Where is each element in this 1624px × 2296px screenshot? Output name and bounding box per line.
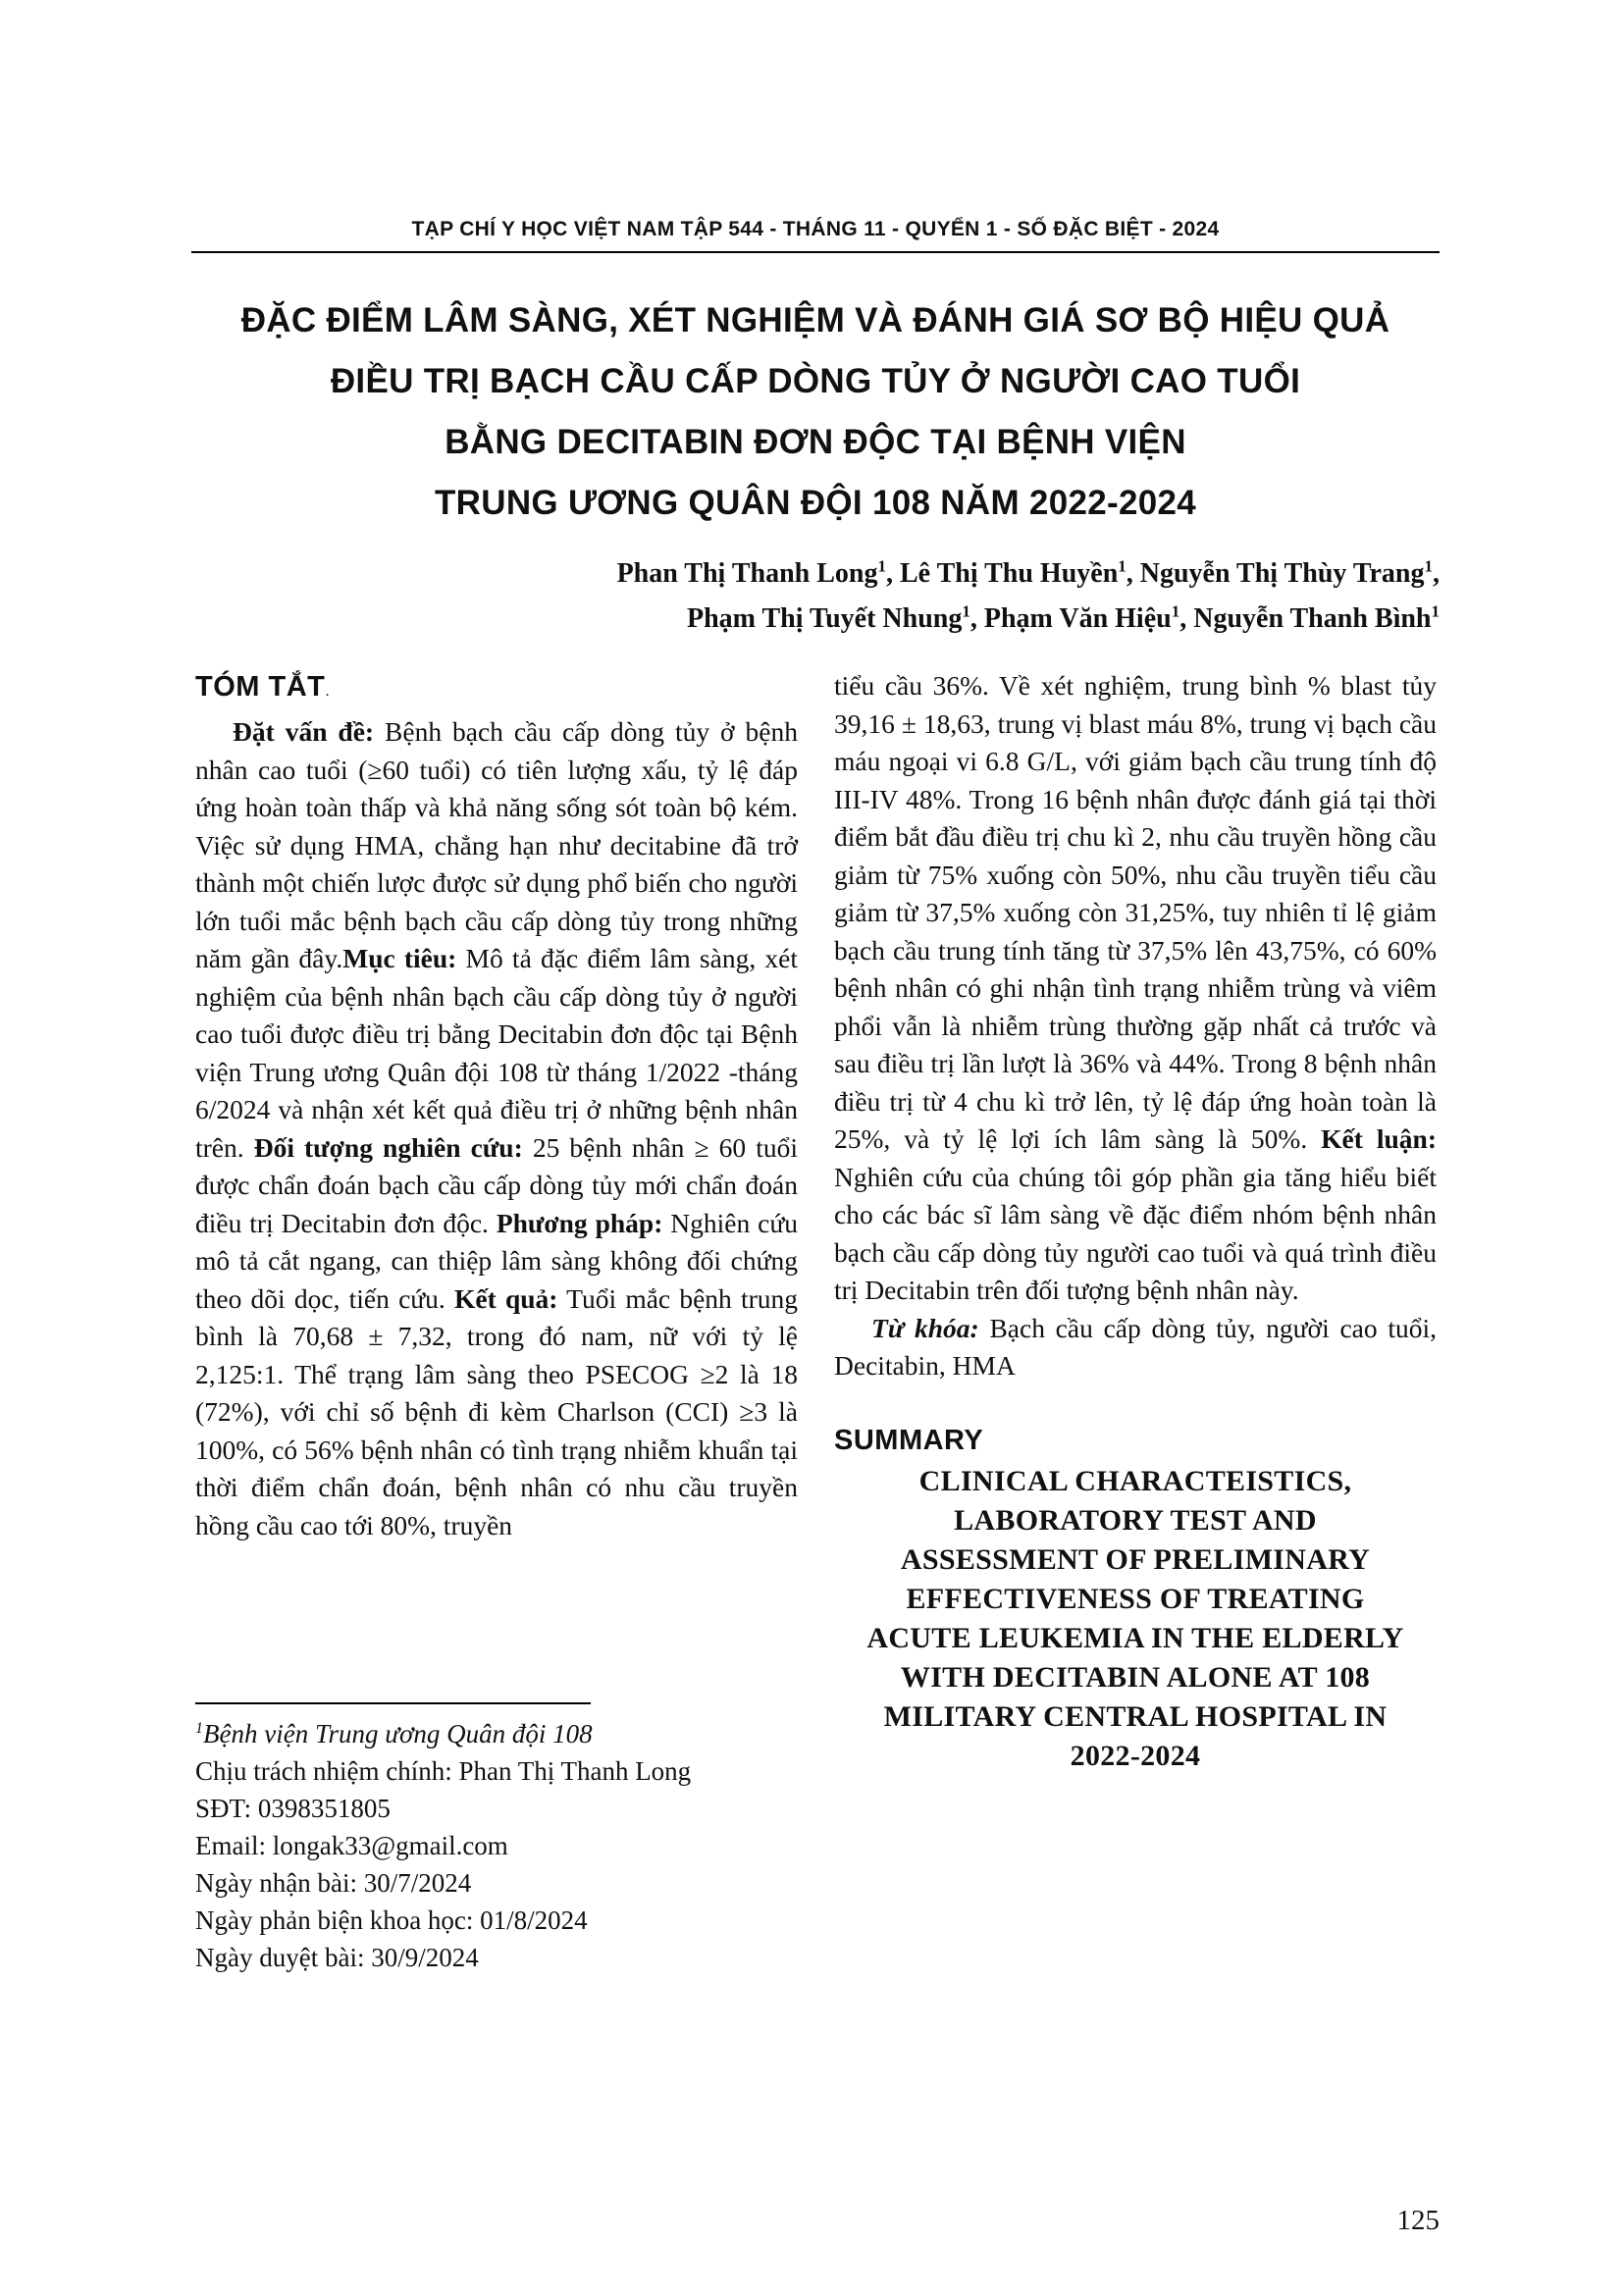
author-line: Phan Thị Thanh Long$^1$, Lê Thị Thu Huyền$^1$, Nguyễn Thị Thùy Trang$^1$,: [616, 556, 1440, 589]
methods-label: Phương pháp:: [496, 1207, 663, 1238]
objective-text: Mô tả đặc điểm lâm sàng, xét nghiệm của bệnh nhân bạch cầu cấp dòng tủy ở người cao tuổi được điều trị bằng Decitabin đơn độc tại Bệnh viện Trung ương Quân đội 108 từ tháng 1/2022 -tháng 6/2024 và nhận xét kết quả điều trị ở những bệnh nhân trên.: [195, 943, 798, 1163]
author-name: Phan Thị Thanh Long: [616, 558, 878, 589]
author-line: Phạm Thị Tuyết Nhung$^1$, Phạm Văn Hiệu$^1$, Nguyễn Thanh Bình$^1$: [686, 601, 1440, 634]
author-name: Nguyễn Thanh Bình: [1193, 603, 1432, 634]
footnote-accepted: Ngày duyệt bài: 30/9/2024: [195, 1943, 479, 1972]
abstract-body-right: [834, 667, 1437, 1310]
footnote-email: Email: longak33@gmail.com: [195, 1831, 508, 1860]
page-number: 125: [1396, 2205, 1440, 2236]
footnote-hospital: Bệnh viện Trung ương Quân đội 108: [203, 1719, 593, 1748]
footnote-reviewed: Ngày phản biện khoa học: 01/8/2024: [195, 1905, 588, 1935]
methods-text: Nghiên cứu mô tả cắt ngang, can thiệp lâm sàng không đối chứng theo dõi dọc, tiến cứu.: [195, 1207, 798, 1314]
english-title-line: ACUTE LEUKEMIA IN THE ELDERLY: [866, 1621, 1404, 1654]
conclusion-label: Kết luận:: [1321, 1123, 1437, 1154]
abstract-body-left: [195, 713, 798, 1544]
conclusion-text: Nghiên cứu của chúng tôi góp phần gia tăng hiểu biết cho các bác sĩ lâm sàng về đặc điểm nhóm bệnh nhân bạch cầu cấp dòng tủy người cao tuổi và quá trình điều trị Decitabin trên đối tượng bệnh nhân này.: [834, 1161, 1437, 1305]
author-name: Phạm Thị Tuyết Nhung: [686, 603, 963, 634]
english-title-line: WITH DECITABIN ALONE AT 108: [900, 1660, 1371, 1694]
english-title-line: ASSESSMENT OF PRELIMINARY: [900, 1542, 1371, 1576]
affiliation-mark: 1: [1171, 601, 1180, 621]
footnote-rule: [195, 1702, 591, 1704]
header-rule: [191, 251, 1440, 253]
subjects-text: 25 bệnh nhân ≥ 60 tuổi được chẩn đoán bạch cầu cấp dòng tủy mới chẩn đoán điều trị Decitabin đơn độc.: [195, 1131, 798, 1238]
article-title: [191, 290, 1440, 534]
author-name: Lê Thị Thu Huyền: [899, 558, 1119, 589]
results-label: Kết quả:: [454, 1282, 558, 1314]
left-column: [195, 667, 798, 1544]
results-text-part2: tiểu cầu 36%. Về xét nghiệm, trung bình % blast tủy 39,16 ± 18,63, trung vị blast máu 8%, trung vị bạch cầu máu ngoại vi 6.8 G/L, với giảm bạch cầu trung tính độ III-IV 48%. Trong 16 bệnh nhân được đánh giá tại thời điểm bắt đầu điều trị chu kì 2, nhu cầu truyền hồng cầu giảm từ 75% xuống còn 50%, nhu cầu truyền tiểu cầu giảm từ 37,5% xuống còn 31,25%, tuy nhiên tỉ lệ giảm bạch cầu trung tính tăng từ 37,5% lên 43,75%, có 60% bệnh nhân có ghi nhận tình trạng nhiễm trùng và viêm phổi vẫn là nhiễm trùng thường gặp nhất cả trước và sau điều trị lần lượt là 36% và 44%. Trong 8 bệnh nhân điều trị từ 4 chu kì trở lên, tỷ lệ đáp ứng hoàn toàn là 25%, và tỷ lệ lợi ích lâm sàng là 50%.: [834, 670, 1437, 1154]
footnote-affiliation: [195, 1715, 804, 1752]
keywords-label: Từ khóa:: [871, 1312, 979, 1343]
english-title-line: CLINICAL CHARACTEISTICS,: [918, 1464, 1352, 1497]
footnote-corresponding: Chịu trách nhiệm chính: Phan Thị Thanh Long: [195, 1756, 692, 1786]
abstract-heading: [195, 667, 798, 711]
author-list: [245, 551, 1440, 642]
title-line: TRUNG ƯƠNG QUÂN ĐỘI 108 NĂM 2022-2024: [434, 484, 1197, 522]
right-column: [834, 667, 1437, 1776]
affiliation-mark: 1: [1424, 556, 1433, 576]
background-text: Bệnh bạch cầu cấp dòng tủy ở bệnh nhân cao tuổi (≥60 tuổi) có tiên lượng xấu, tỷ lệ đáp ứng hoàn toàn thấp và khả năng sống sót toàn bộ kém. Việc sử dụng HMA, chẳng hạn như decitabine đã trở thành một chiến lược được sử dụng phổ biến cho người lớn tuổi mắc bệnh bạch cầu cấp dòng tủy trong những năm gần đây.: [195, 716, 798, 973]
subjects-label: Đối tượng nghiên cứu:: [253, 1131, 523, 1163]
english-title: [834, 1462, 1437, 1776]
title-line: ĐẶC ĐIỂM LÂM SÀNG, XÉT NGHIỆM VÀ ĐÁNH GIÁ SƠ BỘ HIỆU QUẢ: [240, 301, 1390, 339]
affiliation-mark: 1: [962, 601, 970, 621]
english-title-line: LABORATORY TEST AND: [954, 1503, 1317, 1537]
affiliation-mark: 1: [1118, 556, 1126, 576]
title-line: ĐIỀU TRỊ BẠCH CẦU CẤP DÒNG TỦY Ở NGƯỜI CAO TUỔI: [330, 362, 1301, 400]
objective-label: Mục tiêu:: [342, 943, 457, 973]
footnote-phone: SĐT: 0398351805: [195, 1794, 391, 1823]
author-name: Phạm Văn Hiệu: [983, 603, 1172, 634]
english-title-line: 2022-2024: [1070, 1739, 1201, 1772]
results-text-part1: Tuổi mắc bệnh trung bình là 70,68 ± 7,32, trong đó nam, nữ với tỷ lệ 2,125:1. Thể trạng lâm sàng theo PSECOG ≥2 là 18 (72%), với chỉ số bệnh đi kèm Charlson (CCI) ≥3 là 100%, có 56% bệnh nhân có tình trạng nhiễm khuẩn tại thời điểm chẩn đoán, bệnh nhân có nhu cầu truyền hồng cầu cao tới 80%, truyền: [195, 1282, 799, 1540]
title-line: BẰNG DECITABIN ĐƠN ĐỘC TẠI BỆNH VIỆN: [445, 423, 1186, 461]
summary-heading: SUMMARY: [834, 1424, 984, 1456]
footnote-mark: 1: [195, 1720, 203, 1737]
english-title-line: MILITARY CENTRAL HOSPITAL IN: [883, 1699, 1388, 1733]
author-name: Nguyễn Thị Thùy Trang: [1139, 558, 1425, 589]
keywords-paragraph: [834, 1310, 1437, 1385]
abstract-heading-mark: .: [325, 683, 331, 700]
affiliation-mark: 1: [1431, 601, 1440, 621]
footnote-received: Ngày nhận bài: 30/7/2024: [195, 1868, 472, 1898]
affiliation-mark: 1: [877, 556, 886, 576]
footnotes: [195, 1715, 804, 1976]
background-label: Đặt vấn đề:: [233, 716, 375, 747]
abstract-heading-text: TÓM TẮT: [195, 671, 326, 703]
running-header: TẠP CHÍ Y HỌC VIỆT NAM TẬP 544 - THÁNG 11 - QUYỂN 1 - SỐ ĐẶC BIỆT - 2024: [411, 218, 1220, 240]
keywords-text: Bạch cầu cấp dòng tủy, người cao tuổi, Decitabin, HMA: [834, 1312, 1437, 1381]
english-title-line: EFFECTIVENESS OF TREATING: [906, 1582, 1365, 1615]
